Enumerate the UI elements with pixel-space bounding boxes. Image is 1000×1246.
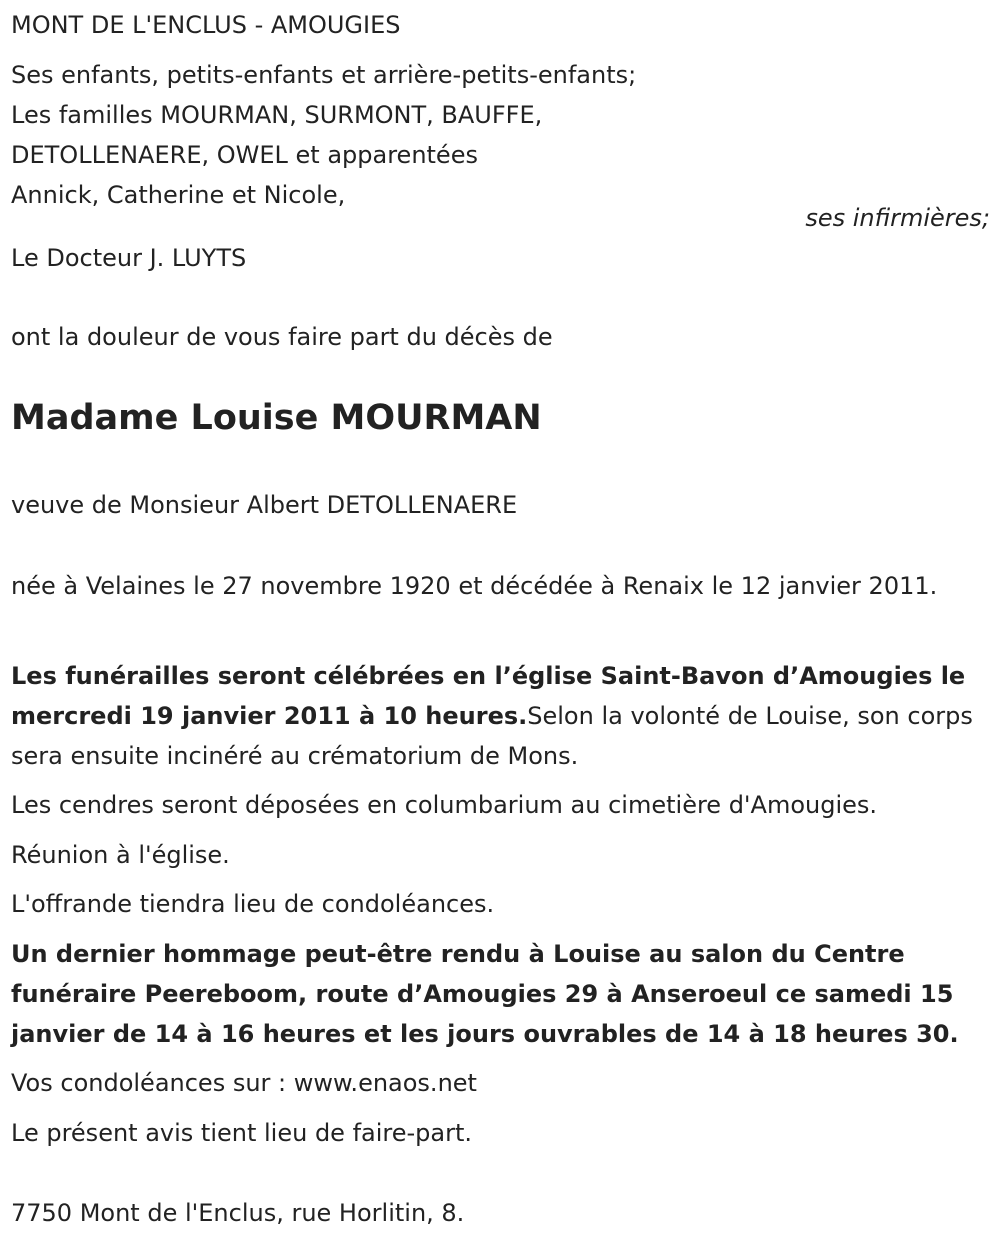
widow-line: veuve de Monsieur Albert DETOLLENAERE — [11, 491, 518, 519]
location-header: MONT DE L'ENCLUS - AMOUGIES — [11, 11, 401, 39]
notice-line: Le présent avis tient lieu de faire-part. — [11, 1119, 473, 1147]
doctor-line: Le Docteur J. LUYTS — [11, 244, 247, 272]
family-line: DETOLLENAERE, OWEL et apparentées — [11, 141, 478, 169]
address-line: 7750 Mont de l'Enclus, rue Horlitin, 8. — [11, 1199, 465, 1227]
tribute-paragraph: Un dernier hommage peut-être rendu à Louise au salon du Centre funéraire Peereboom, route d’Amougies 29 à Anseroeul ce samedi 15 janvier de 14 à 16 heures et les jours ouvrables de 14 à 18 heures 30. — [11, 940, 959, 1048]
ashes-line: Les cendres seront déposées en columbarium au cimetière d'Amougies. — [11, 791, 878, 819]
nurses-line: ses infirmières; — [805, 204, 990, 232]
family-line: Annick, Catherine et Nicole, — [11, 181, 346, 209]
family-line: Les familles MOURMAN, SURMONT, BAUFFE, — [11, 101, 543, 129]
meeting-line: Réunion à l'église. — [11, 841, 230, 869]
cremation-details: Selon la volonté de Louise, son corps sera ensuite incinéré au crématorium de Mons. — [11, 702, 973, 770]
birth-death-line: née à Velaines le 27 novembre 1920 et décédée à Renaix le 12 janvier 2011. — [11, 572, 938, 600]
family-line: Ses enfants, petits-enfants et arrière-petits-enfants; — [11, 61, 637, 89]
funeral-paragraph — [11, 656, 986, 776]
condolences-line: Vos condoléances sur : www.enaos.net — [11, 1069, 477, 1097]
funeral-details: Les funérailles seront célébrées en l’église Saint-Bavon d’Amougies le mercredi 19 janvier 2011 à 10 heures. — [11, 662, 966, 730]
deceased-name: Madame Louise MOURMAN — [11, 398, 542, 438]
announcement: ont la douleur de vous faire part du décès de — [11, 323, 553, 351]
offering-line: L'offrande tiendra lieu de condoléances. — [11, 890, 495, 918]
family-list — [11, 55, 636, 215]
